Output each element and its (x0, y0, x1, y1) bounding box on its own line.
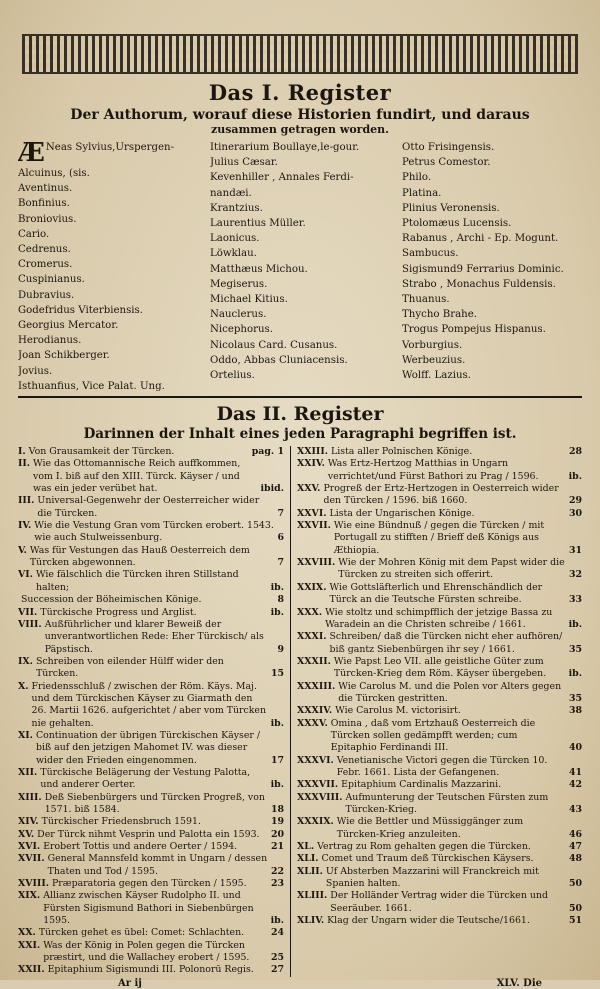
index-entry (18, 841, 284, 853)
entry-page: 38 (568, 705, 582, 717)
paragraph-index (18, 446, 582, 977)
register-2-subtitle: Darinnen der Inhalt eines jeden Paragraphi begriffen ist. (83, 426, 517, 443)
entry-text: Venetianische Victori gegen die Türcken 10. Febr. 1661. Lista der Gefangenen. (336, 754, 548, 778)
index-entry (18, 656, 284, 681)
entry-text: Klag der Ungarn wider die Teutsche/1661. (327, 915, 530, 927)
entry-text: Wie Papst Leo VII. alle geistliche Güter zum Türcken-Krieg dem Röm. Käyser übergeben. (333, 655, 547, 680)
entry-page: 9 (277, 643, 284, 655)
index-entry (18, 816, 284, 828)
entry-number: XXIV. (297, 458, 325, 470)
author-entry: Ptolomæus Lucensis. (402, 218, 512, 230)
index-entry (297, 446, 582, 458)
entry-number: XLII. (297, 865, 323, 877)
index-entry (297, 520, 582, 557)
entry-number: I. (18, 446, 26, 458)
entry-text: Epitaphium Cardinalis Mazzarini. (341, 779, 502, 791)
entry-number: XVI. (18, 841, 41, 853)
entry-number: XLIII. (297, 890, 328, 902)
entry-text: Wie Carolus M. victorisirt. (335, 705, 461, 717)
author-entry: Philo. (402, 172, 432, 184)
entry-number: XLI. (297, 853, 319, 865)
entry-page: 7 (277, 507, 284, 519)
index-entry (18, 545, 284, 570)
entry-page: ib. (568, 618, 582, 630)
index-entry (18, 619, 284, 656)
entry-number: XX. (18, 927, 36, 939)
entry-text: Deß Siebenbürgers und Türcken Progreß, von 1571. biß 1584. (44, 791, 265, 816)
author-column-1 (18, 140, 210, 394)
index-entry (18, 730, 284, 767)
author-entry: Megiserus. (210, 278, 268, 290)
entry-number: VII. (18, 606, 38, 618)
entry-number: XXIII. (297, 446, 328, 458)
index-entry (18, 594, 284, 606)
index-entry (18, 607, 284, 619)
index-entry (297, 718, 582, 755)
entry-number: XXXIX. (297, 816, 334, 828)
author-entry: Cromerus. (18, 259, 73, 271)
register-1-title: Das I. Register (208, 80, 392, 105)
entry-number: XII. (18, 766, 38, 778)
index-entry (297, 508, 582, 520)
index-entry (297, 866, 582, 891)
entry-page: 22 (270, 865, 284, 877)
entry-number: XXXII. (297, 655, 331, 667)
index-entry (297, 582, 582, 607)
entry-text: Wie der Mohren König mit dem Papst wider die Türcken zu streiten sich offerirt. (338, 557, 565, 581)
entry-page: ib. (568, 470, 582, 482)
author-entry: Michael Kitius. (210, 294, 288, 306)
entry-page: 35 (568, 643, 582, 655)
entry-page: 17 (270, 754, 284, 766)
drop-cap: Æ (18, 140, 45, 166)
author-list (18, 140, 582, 398)
entry-number: VI. (18, 569, 33, 581)
entry-text: Succession der Böheimischen Könige. (21, 594, 202, 606)
entry-text: Omina , daß vom Ertzhauß Oesterreich die Türcken sollen gedämpfft werden; cum Epitaphio Ferdinandi III. (330, 717, 536, 754)
entry-page: 46 (568, 828, 582, 840)
entry-text: Schreiben/ daß die Türcken nicht eher aufhören/ biß gantz Siebenbürgen ihr sey / 1661. (329, 631, 563, 655)
entry-number: XXXIII. (297, 680, 336, 692)
entry-number: VIII. (18, 618, 42, 630)
index-entry (297, 853, 582, 865)
author-entry: Laonicus. (210, 233, 260, 245)
entry-number: XXXI. (297, 631, 327, 643)
entry-text: Wie Carolus M. und die Polen vor Alters gegen die Türcken gestritten. (338, 680, 562, 704)
register-2-title: Das II. Register (216, 403, 384, 426)
index-entry (18, 495, 284, 520)
author-entry: Cario. (18, 228, 50, 240)
entry-page: 18 (270, 804, 284, 816)
author-entry: Bonfinius. (18, 198, 70, 210)
catchword: XLV. Die (496, 977, 542, 989)
entry-page: 25 (270, 952, 284, 964)
entry-number: V. (18, 544, 27, 556)
entry-page: 31 (568, 544, 582, 556)
index-entry (297, 792, 582, 817)
entry-text: Epitaphium Sigismundi III. Polonorū Regis. (47, 964, 254, 976)
entry-text: Türckischer Friedensbruch 1591. (41, 816, 201, 828)
author-entry: nandæi. (210, 187, 252, 199)
entry-number: XIV. (18, 816, 39, 828)
entry-text: Was der König in Polen gegen die Türcken præstirt, und die Wallachey erobert / 1595. (43, 939, 250, 964)
register-1-subtitle-2: zusammen getragen worden. (211, 123, 389, 136)
entry-number: IX. (18, 655, 33, 667)
index-column-left (18, 446, 290, 977)
entry-page: ib. (270, 915, 284, 927)
page-footer (18, 977, 582, 989)
entry-text: Lista der Ungarischen Könige. (329, 507, 475, 519)
entry-number: XXI. (18, 939, 41, 951)
entry-number: XI. (18, 729, 33, 741)
author-entry: Plinius Veronensis. (402, 202, 500, 214)
entry-text: Allianz zwischen Käyser Rudolpho II. und Fürsten Sigismund Bathori in Siebenbürgen 1595. (43, 890, 254, 927)
entry-number: X. (18, 680, 29, 692)
author-entry: Strabo , Monachus Fuldensis. (402, 278, 556, 290)
author-entry: Trogus Pompejus Hispanus. (402, 324, 546, 336)
author-entry: Sambucus. (402, 248, 459, 260)
author-entry: Matthæus Michou. (210, 263, 308, 275)
signature-mark: Ar ij (118, 977, 142, 989)
author-entry: Cedrenus. (18, 244, 71, 256)
index-entry (297, 779, 582, 791)
entry-text: Wie Gottsläfterlich und Ehrenschändlich der Türck an die Teutsche Fürsten schreibe. (329, 581, 543, 606)
author-entry: Georgius Mercator. (18, 320, 119, 332)
entry-page: 23 (270, 878, 284, 890)
register-1-subtitle: Der Authorum, worauf diese Historien fundirt, und daraus (70, 107, 530, 123)
entry-page: ib. (270, 717, 284, 729)
index-entry (18, 964, 284, 976)
entry-number: XXXVII. (297, 779, 339, 791)
index-entry (18, 520, 284, 545)
entry-text: Außführlicher und klarer Beweiß der unverantwortlichen Rede: Eher Türckisch/ als Päpstisch. (44, 618, 264, 655)
index-entry (18, 853, 284, 878)
entry-page: ib. (270, 581, 284, 593)
author-entry: Aventinus. (18, 183, 73, 195)
entry-number: XL. (297, 841, 315, 853)
entry-page: pag. 1 (251, 446, 284, 458)
author-entry: Thycho Brahe. (402, 309, 478, 321)
entry-number: XXXVI. (297, 754, 334, 766)
entry-text: Wie stoltz und schimpfflich der jetzige Bassa zu Waradein an die Christen schreibe / 1661. (325, 606, 553, 630)
entry-page: 28 (568, 446, 582, 458)
entry-number: XXX. (297, 606, 323, 618)
entry-number: XLIV. (297, 915, 325, 927)
index-entry (18, 767, 284, 792)
author-entry: Ortelius. (210, 370, 255, 382)
author-entry: Joan Schikberger. (18, 350, 110, 362)
entry-page: 32 (568, 569, 582, 581)
entry-text: Wie eine Bündnuß / gegen die Türcken / mit Portugall zu stifften / Brieff deß Königs aus Æthiopia. (333, 520, 545, 556)
entry-text: Erobert Tottis und andere Oerter / 1594. (43, 841, 238, 853)
index-entry (297, 458, 582, 483)
entry-text: Türcken gehet es übel: Comet: Schlachten. (38, 927, 245, 939)
entry-text: Schreiben von eilender Hülff wider den Türcken. (35, 655, 224, 680)
entry-number: XIX. (18, 890, 41, 902)
author-entry: Wolff. Lazius. (402, 370, 472, 382)
author-column-3 (402, 140, 582, 394)
entry-text: Der Türck nihmt Vesprin und Palotta ein 1593. (37, 828, 260, 840)
entry-text: Türckische Progress und Arglist. (40, 606, 197, 618)
author-entry: Laurentius Müller. (210, 218, 306, 230)
entry-text: Wie das Ottomannische Reich auffkommen, vom I. biß auf den XIII. Türck. Käyser / und was ein jeder verübet hat. (33, 458, 241, 495)
entry-page: 15 (270, 668, 284, 680)
entry-page: 33 (568, 594, 582, 606)
index-entry (18, 940, 284, 965)
index-column-right (290, 446, 582, 977)
index-entry (297, 483, 582, 508)
entry-number: XVIII. (18, 878, 49, 890)
entry-text: Was Ertz-Hertzog Matthias in Ungarn verrichtet/und Fürst Bathori zu Prag / 1596. (327, 458, 539, 482)
author-entry: Itinerarium Boullaye,le-gour. (210, 142, 360, 153)
index-entry (297, 607, 582, 632)
entry-number: XVII. (18, 853, 45, 865)
entry-text: Wie die Bettler und Müssiggänger zum Türcken-Krieg anzuleiten. (336, 816, 524, 840)
entry-number: IV. (18, 520, 32, 532)
entry-number: XXVIII. (297, 557, 336, 569)
entry-number: XV. (18, 828, 35, 840)
author-entry: Nicephorus. (210, 324, 274, 336)
entry-page: 24 (270, 927, 284, 939)
entry-number: XXVII. (297, 520, 331, 532)
index-entry (18, 829, 284, 841)
entry-number: XXXVIII. (297, 791, 343, 803)
entry-number: II. (18, 458, 31, 470)
author-entry: Oddo, Abbas Cluniacensis. (210, 354, 348, 366)
entry-text: Wie die Vestung Gran vom Türcken erobert. 1543. wie auch Stulweissenburg. (34, 520, 274, 544)
author-entry: Werbeuzius. (402, 354, 466, 366)
entry-page: 20 (270, 828, 284, 840)
index-entry (18, 446, 284, 458)
entry-page: 42 (568, 779, 582, 791)
index-entry (18, 890, 284, 927)
entry-page: 21 (270, 841, 284, 853)
entry-text: General Mannsfeld kommt in Ungarn / dessen Thaten und Tod / 1595. (47, 853, 268, 877)
entry-page: 6 (277, 532, 284, 544)
index-entry (297, 631, 582, 656)
author-entry: Jovius. (18, 365, 53, 377)
entry-number: XXIX. (297, 581, 327, 593)
entry-text: Lista aller Polnischen Könige. (330, 446, 473, 458)
author-entry: Broniovius. (18, 213, 77, 225)
author-entry: Kevenhiller , Annales Ferdi- (210, 172, 354, 184)
index-entry (297, 557, 582, 582)
entry-text: Türckische Belägerung der Vestung Palotta, und anderer Oerter. (40, 766, 251, 791)
entry-text: Wie fälschlich die Türcken ihren Stillstand halten; (35, 569, 239, 593)
author-entry: Herodianus. (18, 335, 82, 347)
entry-page: ib. (568, 668, 582, 680)
index-entry (18, 458, 284, 495)
index-entry (297, 681, 582, 706)
index-entry (297, 890, 582, 915)
entry-number: XIII. (18, 791, 42, 803)
index-entry (18, 878, 284, 890)
author-entry: Dubravius. (18, 289, 75, 301)
author-entry: Krantzius. (210, 202, 263, 214)
entry-page: 19 (270, 816, 284, 828)
entry-page: 48 (568, 853, 582, 865)
entry-text: Progreß der Ertz-Hertzogen in Oesterreich wider den Türcken / 1596. biß 1660. (323, 483, 559, 507)
author-entry: Platina. (402, 187, 442, 199)
entry-text: Uf Absterben Mazzarini will Franckreich mit Spanien halten. (325, 865, 539, 890)
entry-text: Præparatoria gegen den Türcken / 1595. (51, 878, 247, 890)
index-entry (297, 915, 582, 927)
entry-number: XXII. (18, 964, 45, 976)
index-entry (297, 656, 582, 681)
entry-page: ib. (270, 606, 284, 618)
author-entry: Sigismund9 Ferrarius Dominic. (402, 263, 564, 275)
ornamental-band (22, 34, 578, 74)
entry-number: XXV. (297, 483, 321, 495)
entry-text: Von Grausamkeit der Türcken. (28, 446, 175, 458)
entry-text: Aufmunterung der Teutschen Fürsten zum Türcken-Krieg. (345, 791, 549, 816)
index-entry (297, 705, 582, 717)
entry-text: Vertrag zu Rom gehalten gegen die Türcken. (317, 841, 531, 853)
author-entry: Godefridus Viterbiensis. (18, 304, 144, 316)
entry-text: Was für Vestungen das Hauß Oesterreich dem Türcken abgewonnen. (29, 544, 250, 569)
index-entry (297, 755, 582, 780)
author-entry: Rabanus , Archi - Ep. Mogunt. (402, 233, 559, 245)
entry-text: Continuation der übrigen Türckischen Käyser / biß auf den jetzigen Mahomet IV. was dieser wider den Frieden eingenommen. (35, 729, 260, 766)
entry-page: 35 (568, 692, 582, 704)
entry-page: 50 (568, 878, 582, 890)
index-entry (18, 569, 284, 594)
entry-number: XXVI. (297, 507, 327, 519)
author-column-2 (210, 140, 402, 394)
index-entry (297, 816, 582, 841)
author-entry: Alcuinus, (sis. (18, 168, 90, 179)
entry-text: Universal-Gegenwehr der Oesterreicher wider die Türcken. (37, 495, 260, 519)
entry-page: 27 (270, 964, 284, 976)
entry-text: Der Holländer Vertrag wider die Türcken und Seeräuber. 1661. (330, 890, 548, 914)
index-entry (18, 681, 284, 730)
author-entry: Löwklau. (210, 248, 257, 260)
entry-number: III. (18, 495, 35, 507)
entry-page: ibid. (260, 483, 284, 495)
author-entry: Thuanus. (402, 294, 450, 306)
entry-page: 40 (568, 742, 582, 754)
author-entry: Julius Cæsar. (210, 157, 278, 169)
entry-page: 8 (277, 594, 284, 606)
author-entry: Otto Frisingensis. (402, 142, 495, 153)
entry-page: 43 (568, 804, 582, 816)
entry-text: Comet und Traum deß Türckischen Käysers. (321, 853, 534, 865)
author-entry: Isthuanfius, Vice Palat. Ung. (18, 380, 165, 392)
author-entry: Petrus Comestor. (402, 157, 491, 169)
entry-page: 7 (277, 557, 284, 569)
entry-page: 41 (568, 766, 582, 778)
index-entry (297, 841, 582, 853)
author-entry: Cuspinianus. (18, 274, 85, 286)
index-entry (18, 792, 284, 817)
entry-text: Friedensschluß / zwischen der Röm. Käys. Maj. und dem Türckischen Käyser zu Giarmath den 26. Martii 1626. aufgerichtet / aber vom Türcken nie gehalten. (31, 680, 266, 729)
entry-page: 47 (568, 841, 582, 853)
entry-page: 29 (568, 495, 582, 507)
entry-number: XXXV. (297, 717, 328, 729)
author-entry (18, 140, 210, 166)
author-entry: Nicolaus Card. Cusanus. (210, 339, 338, 351)
author-entry: Vorburgius. (402, 339, 463, 351)
entry-page: 30 (568, 507, 582, 519)
entry-number: XXXIV. (297, 705, 333, 717)
entry-page: 51 (568, 915, 582, 927)
index-entry (18, 927, 284, 939)
author-entry-text: Neas Sylvius,Urspergen- (45, 142, 175, 153)
author-entry: Nauclerus. (210, 309, 267, 321)
entry-page: ib. (270, 779, 284, 791)
entry-page: 50 (568, 902, 582, 914)
